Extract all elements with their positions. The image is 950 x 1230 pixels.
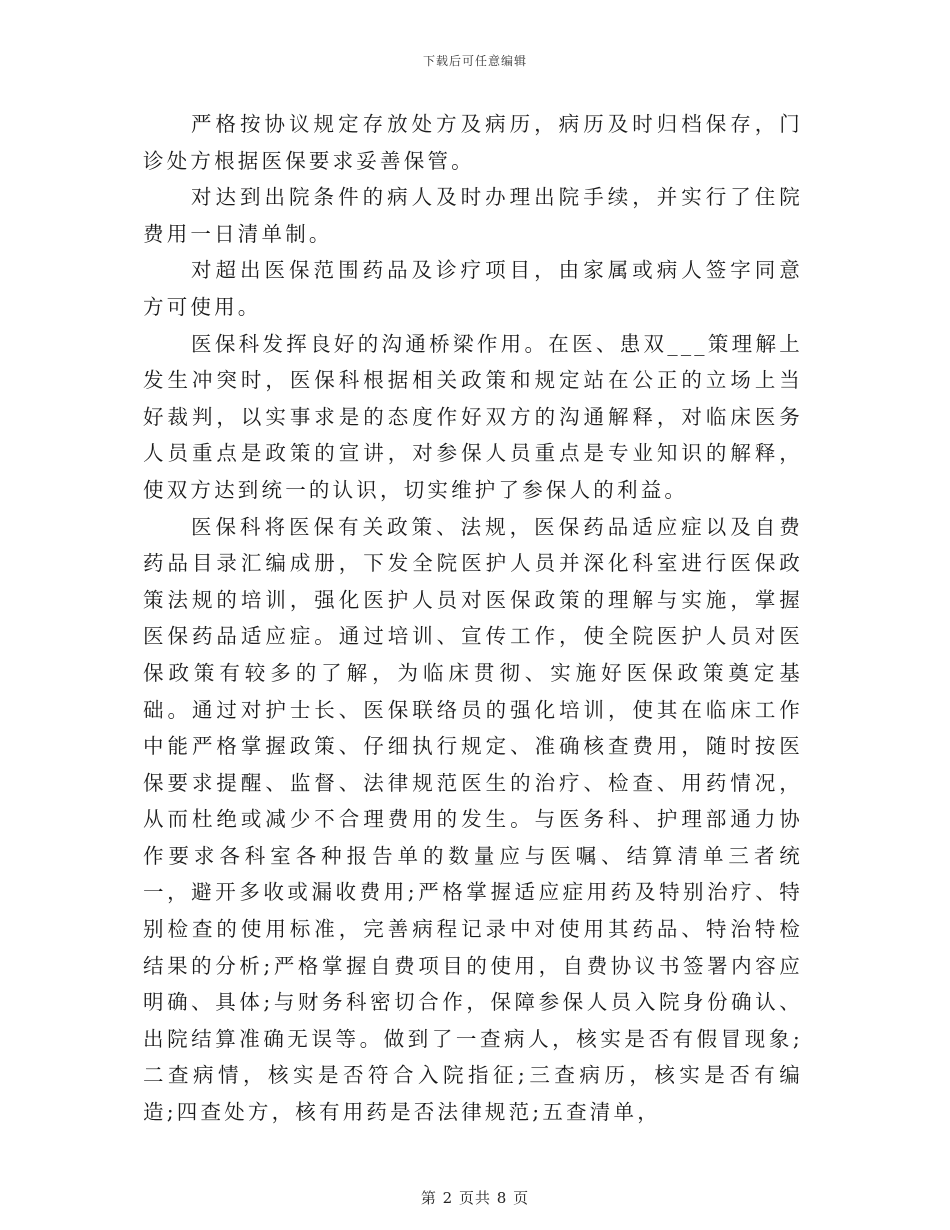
document-body: [143, 106, 803, 1131]
page-header: 下载后可任意编辑: [422, 54, 527, 68]
paragraph: 对达到出院条件的病人及时办理出院手续，并实行了住院费用一日清单制。: [143, 185, 803, 246]
paragraph: 医保科发挥良好的沟通桥梁作用。在医、患双___策理解上发生冲突时，医保科根据相关政策和规定站在公正的立场上当好裁判，以实事求是的态度作好双方的沟通解释，对临床医务人员重点是政策的宣讲，对参保人员重点是专业知识的解释，使双方达到统一的认识，切实维护了参保人的利益。: [143, 331, 803, 502]
paragraph: 对超出医保范围药品及诊疗项目，由家属或病人签字同意方可使用。: [143, 258, 803, 319]
page-footer: 第 2 页共 8 页: [420, 1189, 530, 1207]
paragraph: 医保科将医保有关政策、法规，医保药品适应症以及自费药品目录汇编成册，下发全院医护人员并深化科室进行医保政策法规的培训，强化医护人员对医保政策的理解与实施，掌握医保药品适应症。通过培训、宣传工作，使全院医护人员对医保政策有较多的了解，为临床贯彻、实施好医保政策奠定基础。通过对护士长、医保联络员的强化培训，使其在临床工作中能严格掌握政策、仔细执行规定、准确核查费用，随时按医保要求提醒、监督、法律规范医生的治疗、检查、用药情况，从而杜绝或减少不合理费用的发生。与医务科、护理部通力协作要求各科室各种报告单的数量应与医嘱、结算清单三者统一，避开多收或漏收费用;严格掌握适应症用药及特别治疗、特别检查的使用标准，完善病程记录中对使用其药品、特治特检结果的分析;严格掌握自费项目的使用，自费协议书签署内容应明确、具体;与财务科密切合作，保障参保人员入院身份确认、出院结算准确无误等。做到了一查病人，核实是否有假冒现象;二查病情，核实是否符合入院指征;三查病历，核实是否有编造;四查处方，核有用药是否法律规范;五查清单，: [143, 514, 803, 1125]
paragraph: 严格按协议规定存放处方及病历，病历及时归档保存，门诊处方根据医保要求妥善保管。: [143, 112, 803, 173]
